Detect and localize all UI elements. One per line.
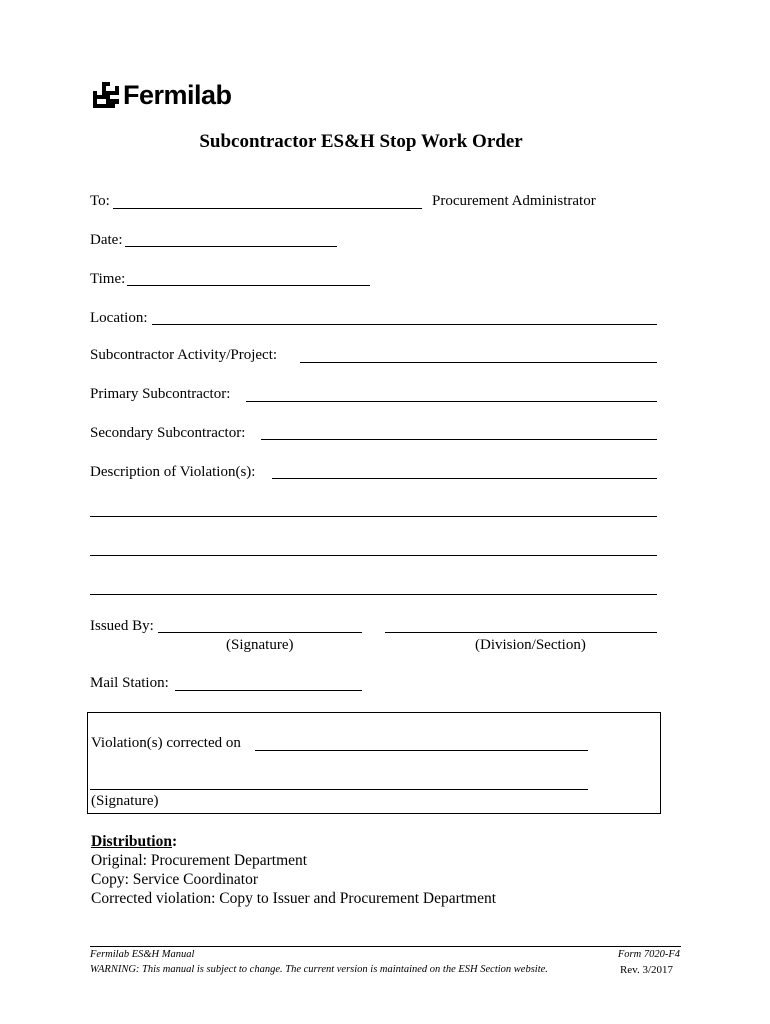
form-title: Subcontractor ES&H Stop Work Order — [199, 131, 523, 152]
description-field-line-1[interactable] — [272, 478, 657, 479]
logo-text: Fermilab — [123, 79, 232, 110]
description-label: Description of Violation(s): — [90, 464, 256, 480]
division-caption: (Division/Section) — [475, 637, 586, 653]
footer-manual: Fermilab ES&H Manual — [90, 949, 195, 960]
procurement-admin-label: Procurement Administrator — [432, 193, 596, 209]
correction-box — [87, 712, 661, 814]
description-field-line-2[interactable] — [90, 516, 657, 517]
date-field[interactable] — [125, 246, 337, 247]
distribution-heading-text: Distribution — [91, 833, 172, 850]
description-field-line-4[interactable] — [90, 594, 657, 595]
mail-station-field[interactable] — [175, 690, 362, 691]
distribution-heading — [91, 833, 177, 851]
distribution-colon: : — [171, 833, 178, 850]
activity-field[interactable] — [300, 362, 657, 363]
distribution-line-copy: Copy: Service Coordinator — [91, 871, 259, 888]
footer-revision: Rev. 3/2017 — [619, 964, 673, 976]
corrected-on-label: Violation(s) corrected on — [91, 735, 241, 751]
mail-station-label: Mail Station: — [90, 675, 169, 691]
corrected-on-field[interactable] — [255, 750, 588, 751]
issued-by-signature-field[interactable] — [158, 632, 362, 633]
distribution-line-original: Original: Procurement Department — [91, 852, 308, 869]
fermilab-logo-icon — [93, 82, 119, 108]
issued-by-label: Issued By: — [90, 618, 154, 634]
distribution-line-corrected: Corrected violation: Copy to Issuer and Procurement Department — [91, 890, 497, 907]
correction-signature-caption: (Signature) — [91, 793, 159, 809]
primary-subcontractor-field[interactable] — [246, 401, 657, 402]
footer-warning: WARNING: This manual is subject to change. The current version is maintained on the ESH Section website. — [90, 964, 548, 975]
footer-form-number: Form 7020-F4 — [617, 949, 680, 960]
secondary-subcontractor-label: Secondary Subcontractor: — [90, 425, 246, 441]
activity-label: Subcontractor Activity/Project: — [90, 347, 278, 363]
time-label: Time: — [90, 271, 126, 287]
location-field[interactable] — [152, 324, 657, 325]
description-field-line-3[interactable] — [90, 555, 657, 556]
fermilab-logo — [93, 78, 232, 112]
signature-caption: (Signature) — [226, 637, 294, 653]
primary-subcontractor-label: Primary Subcontractor: — [90, 386, 231, 402]
to-field[interactable] — [113, 208, 422, 209]
date-label: Date: — [90, 232, 123, 248]
to-label: To: — [90, 193, 110, 209]
footer-rule — [90, 946, 681, 947]
time-field[interactable] — [127, 285, 370, 286]
location-label: Location: — [90, 310, 148, 326]
correction-signature-field[interactable] — [90, 789, 588, 790]
secondary-subcontractor-field[interactable] — [261, 439, 657, 440]
issued-by-division-field[interactable] — [385, 632, 657, 633]
